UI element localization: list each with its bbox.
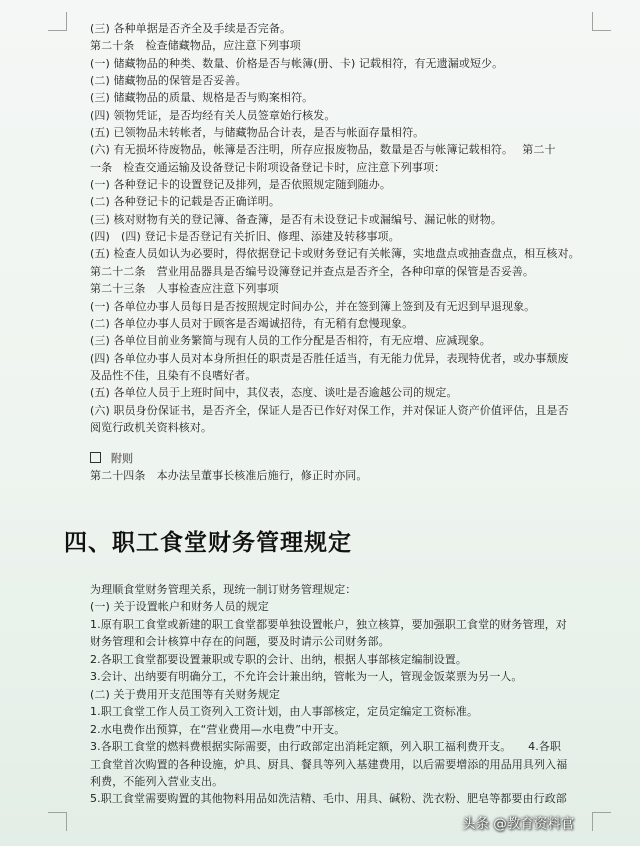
subsection-title: (一) 关于设置帐户和财务人员的规定 bbox=[90, 600, 269, 614]
text-line: 1.职工食堂工作人员工资列入工资计划，由人事部核定，定员定编定工资标准。 bbox=[90, 705, 479, 719]
text-line: 2.各职工食堂都要设置兼职或专职的会计、出纳，根据人事部核定编制设置。 bbox=[90, 652, 467, 666]
checkbox-square-icon bbox=[90, 452, 101, 463]
text-line: (二) 储藏物品的保管是否妥善。 bbox=[90, 74, 247, 88]
text-line: (三) 核对财物有关的登记簿、备查簿，是否有未设登记卡或漏编号、漏记帐的财物。 bbox=[90, 212, 502, 226]
text-line: 3.各职工食堂的燃料费根据实际需要，由行政部定出消耗定额，列入职工福利费开支。 4.各职 bbox=[90, 740, 561, 754]
text-line: 利费，不能列入营业支出。 bbox=[90, 774, 224, 788]
text-line: (三) 储藏物品的质量、规格是否与购案相符。 bbox=[90, 91, 314, 105]
text-line: (二) 各单位办事人员对于顾客是否竭诚招待，有无稍有怠慢现象。 bbox=[90, 316, 414, 330]
spacer bbox=[90, 436, 598, 450]
text-line: (五) 检查人员如认为必要时，得依据登记卡或财务登记有关帐簿，实地盘点或抽查盘点，相互核对。 bbox=[90, 247, 580, 261]
article-title: 第二十二条 营业用品器具是否编号设簿登记并查点是否齐全，各种印章的保管是否妥善。 bbox=[90, 264, 534, 278]
crop-mark-top-left bbox=[48, 12, 67, 31]
text-line: (四) 各单位办事人员对本身所担任的职责是否胜任适当，有无能力优异，表现特优者，或办事颓废 bbox=[90, 351, 569, 365]
text-line: (二) 各种登记卡的记载是否正确详明。 bbox=[90, 195, 280, 209]
text-line: (一) 储藏物品的种类、数量、价格是否与帐簿(册、卡) 记载相符，有无遗漏或短少。 bbox=[90, 56, 504, 70]
intro-line: 为理顺食堂财务管理关系，现统一制订财务管理规定： bbox=[90, 583, 357, 596]
text-line: (五) 各单位人员于上班时间中，其仪表，态度、谈吐是否逾越公司的规定。 bbox=[90, 386, 458, 400]
crop-mark-bottom-left bbox=[48, 812, 67, 831]
text-line: (四) 领物凭证，是否均经有关人员签章始行核发。 bbox=[90, 108, 336, 122]
appendix-heading bbox=[90, 450, 598, 467]
crop-mark-bottom-right bbox=[592, 812, 611, 831]
appendix-text: 第二十四条 本办法呈董事长核准后施行，修正时亦同。 bbox=[90, 469, 368, 483]
canteen-finance-section bbox=[90, 581, 600, 808]
text-line: 工食堂首次购置的各种设施，炉具、厨具、餐具等列入基建费用，以后需要增添的用品用具列入福 bbox=[90, 757, 568, 771]
text-line: (三) 各种单据是否齐全及手续是否完备。 bbox=[90, 22, 292, 35]
article-title: 第二十条 检查储藏物品，应注意下列事项 bbox=[90, 39, 301, 53]
section-heading: 四、职工食堂财务管理规定 bbox=[64, 529, 352, 556]
text-line: (四) (四) 登记卡是否登记有关折旧、修理、添建及转移事项。 bbox=[90, 230, 400, 244]
text-line: (六) 职员身份保证书，是否齐全，保证人是否已作好对保工作，并对保证人资产价值评估，且是否 bbox=[90, 403, 569, 417]
text-line: (六) 有无损坏待废物品，帐簿是否注明，所存应报废物品，数量是否与帐簿记载相符。 第二十 bbox=[90, 143, 556, 157]
subsection-title: (二) 关于费用开支范围等有关财务规定 bbox=[90, 687, 280, 701]
text-line: (三) 各单位目前业务繁简与现有人员的工作分配是否相符，有无应增、应减现象。 bbox=[90, 334, 491, 348]
watermark: 头条 @教育资料官 bbox=[462, 816, 575, 832]
text-line: 5.职工食堂需要购置的其他物料用品如洗洁精、毛巾、用具、碱粉、洗衣粉、肥皂等都要由行政部 bbox=[90, 792, 567, 806]
article-title: 一条 检查交通运输及设备登记卡附项设备登记卡时，应注意下列事项： bbox=[90, 160, 446, 174]
text-line: (一) 各单位办事人员每日是否按照规定时间办公，并在签到簿上签到及有无迟到早退现象。 bbox=[90, 299, 536, 313]
text-line: (一) 各种登记卡的设置登记及排列，是否依照规定随到随办。 bbox=[90, 178, 391, 192]
text-line: 财务管理和会计核算中存在的问题，要及时请示公司财务部。 bbox=[90, 635, 390, 649]
text-line: 阅览行政机关资料核对。 bbox=[90, 420, 213, 434]
inspection-rules-section bbox=[90, 20, 598, 485]
appendix-label: 附则 bbox=[111, 452, 133, 466]
text-line: 3.会计、出纳要有明确分工，不允许会计兼出纳，管帐为一人，管现金饭菜票为另一人。 bbox=[90, 670, 523, 684]
text-line: 1.原有职工食堂或新建的职工食堂都要单独设置帐户，独立核算，要加强职工食堂的财务管理，对 bbox=[90, 617, 567, 631]
text-line: 2.水电费作出预算，在“营业费用—水电费”中开支。 bbox=[90, 722, 346, 736]
text-line: (五) 已领物品未转帐者，与储藏物品合计表，是否与帐面存量相符。 bbox=[90, 126, 425, 140]
article-title: 第二十三条 人事检查应注意下列事项 bbox=[90, 282, 279, 296]
text-line: 及品性不佳，且染有不良嗜好者。 bbox=[90, 368, 257, 382]
